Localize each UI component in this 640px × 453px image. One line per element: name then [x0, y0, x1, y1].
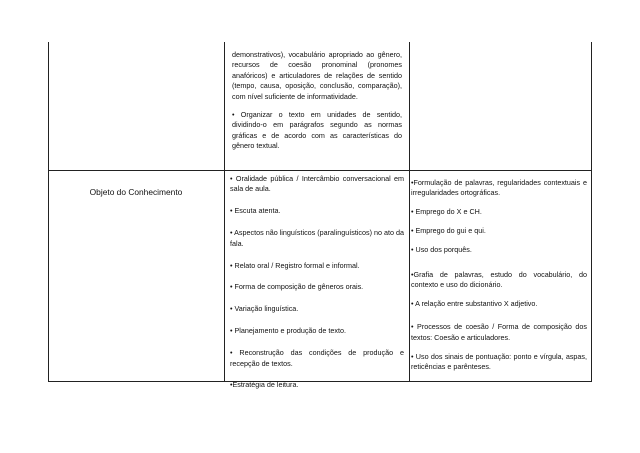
- table-left-border: [48, 42, 49, 382]
- list-item: • Aspectos não linguísticos (paralinguísticos) no ato da fala.: [230, 228, 404, 248]
- list-item: • Reconstrução das condições de produção e recepção de textos.: [230, 348, 404, 368]
- curriculum-table: [48, 42, 592, 390]
- list-item: • Planejamento e produção de texto.: [230, 326, 346, 336]
- skill-paragraph: • Organizar o texto em unidades de sentido, dividindo-o em parágrafos segundo as normas gráficas e de acordo com as características do gênero textual.: [232, 110, 402, 151]
- list-item: • Variação linguística.: [230, 304, 299, 314]
- table-right-border: [591, 42, 592, 382]
- list-item: • Forma de composição de gêneros orais.: [230, 282, 364, 292]
- skill-paragraph: demonstrativos), vocabulário apropriado ao gênero, recursos de coesão pronominal (pronomes anafóricos) e articuladores de relações de sentido (tempo, causa, oposição, conclusão, comparação), com nível suficiente de informatividade.: [232, 50, 402, 101]
- table-row-divider: [48, 170, 592, 171]
- knowledge-topics-cell: [230, 174, 404, 391]
- table-col-divider-1: [224, 42, 225, 382]
- objeto-do-conhecimento-label: Objeto do Conhecimento: [89, 187, 183, 197]
- list-item: • Uso dos porquês.: [411, 245, 472, 255]
- table-col-divider-2: [409, 42, 410, 382]
- list-item: • Oralidade pública / Intercâmbio conversacional em sala de aula.: [230, 174, 404, 194]
- list-item: • Emprego do X e CH.: [411, 207, 482, 217]
- top-row-skills-cell: [232, 50, 402, 152]
- language-topics-cell: [411, 178, 587, 372]
- list-item: •Estratégia de leitura.: [230, 380, 299, 390]
- list-item: •Formulação de palavras, regularidades contextuais e irregularidades ortográficas.: [411, 178, 587, 198]
- list-item: • Emprego do gui e qui.: [411, 226, 486, 236]
- list-item: • Escuta atenta.: [230, 206, 281, 216]
- list-item: • A relação entre substantivo X adjetivo.: [411, 298, 538, 308]
- list-item: • Uso dos sinais de pontuação: ponto e vírgula, aspas, reticências e parênteses.: [411, 351, 587, 371]
- list-item: • Processos de coesão / Forma de composição dos textos: Coesão e articuladores.: [411, 322, 587, 342]
- list-item: •Grafia de palavras, estudo do vocabulário, do contexto e uso do dicionário.: [411, 269, 587, 289]
- list-item: • Relato oral / Registro formal e informal.: [230, 260, 360, 270]
